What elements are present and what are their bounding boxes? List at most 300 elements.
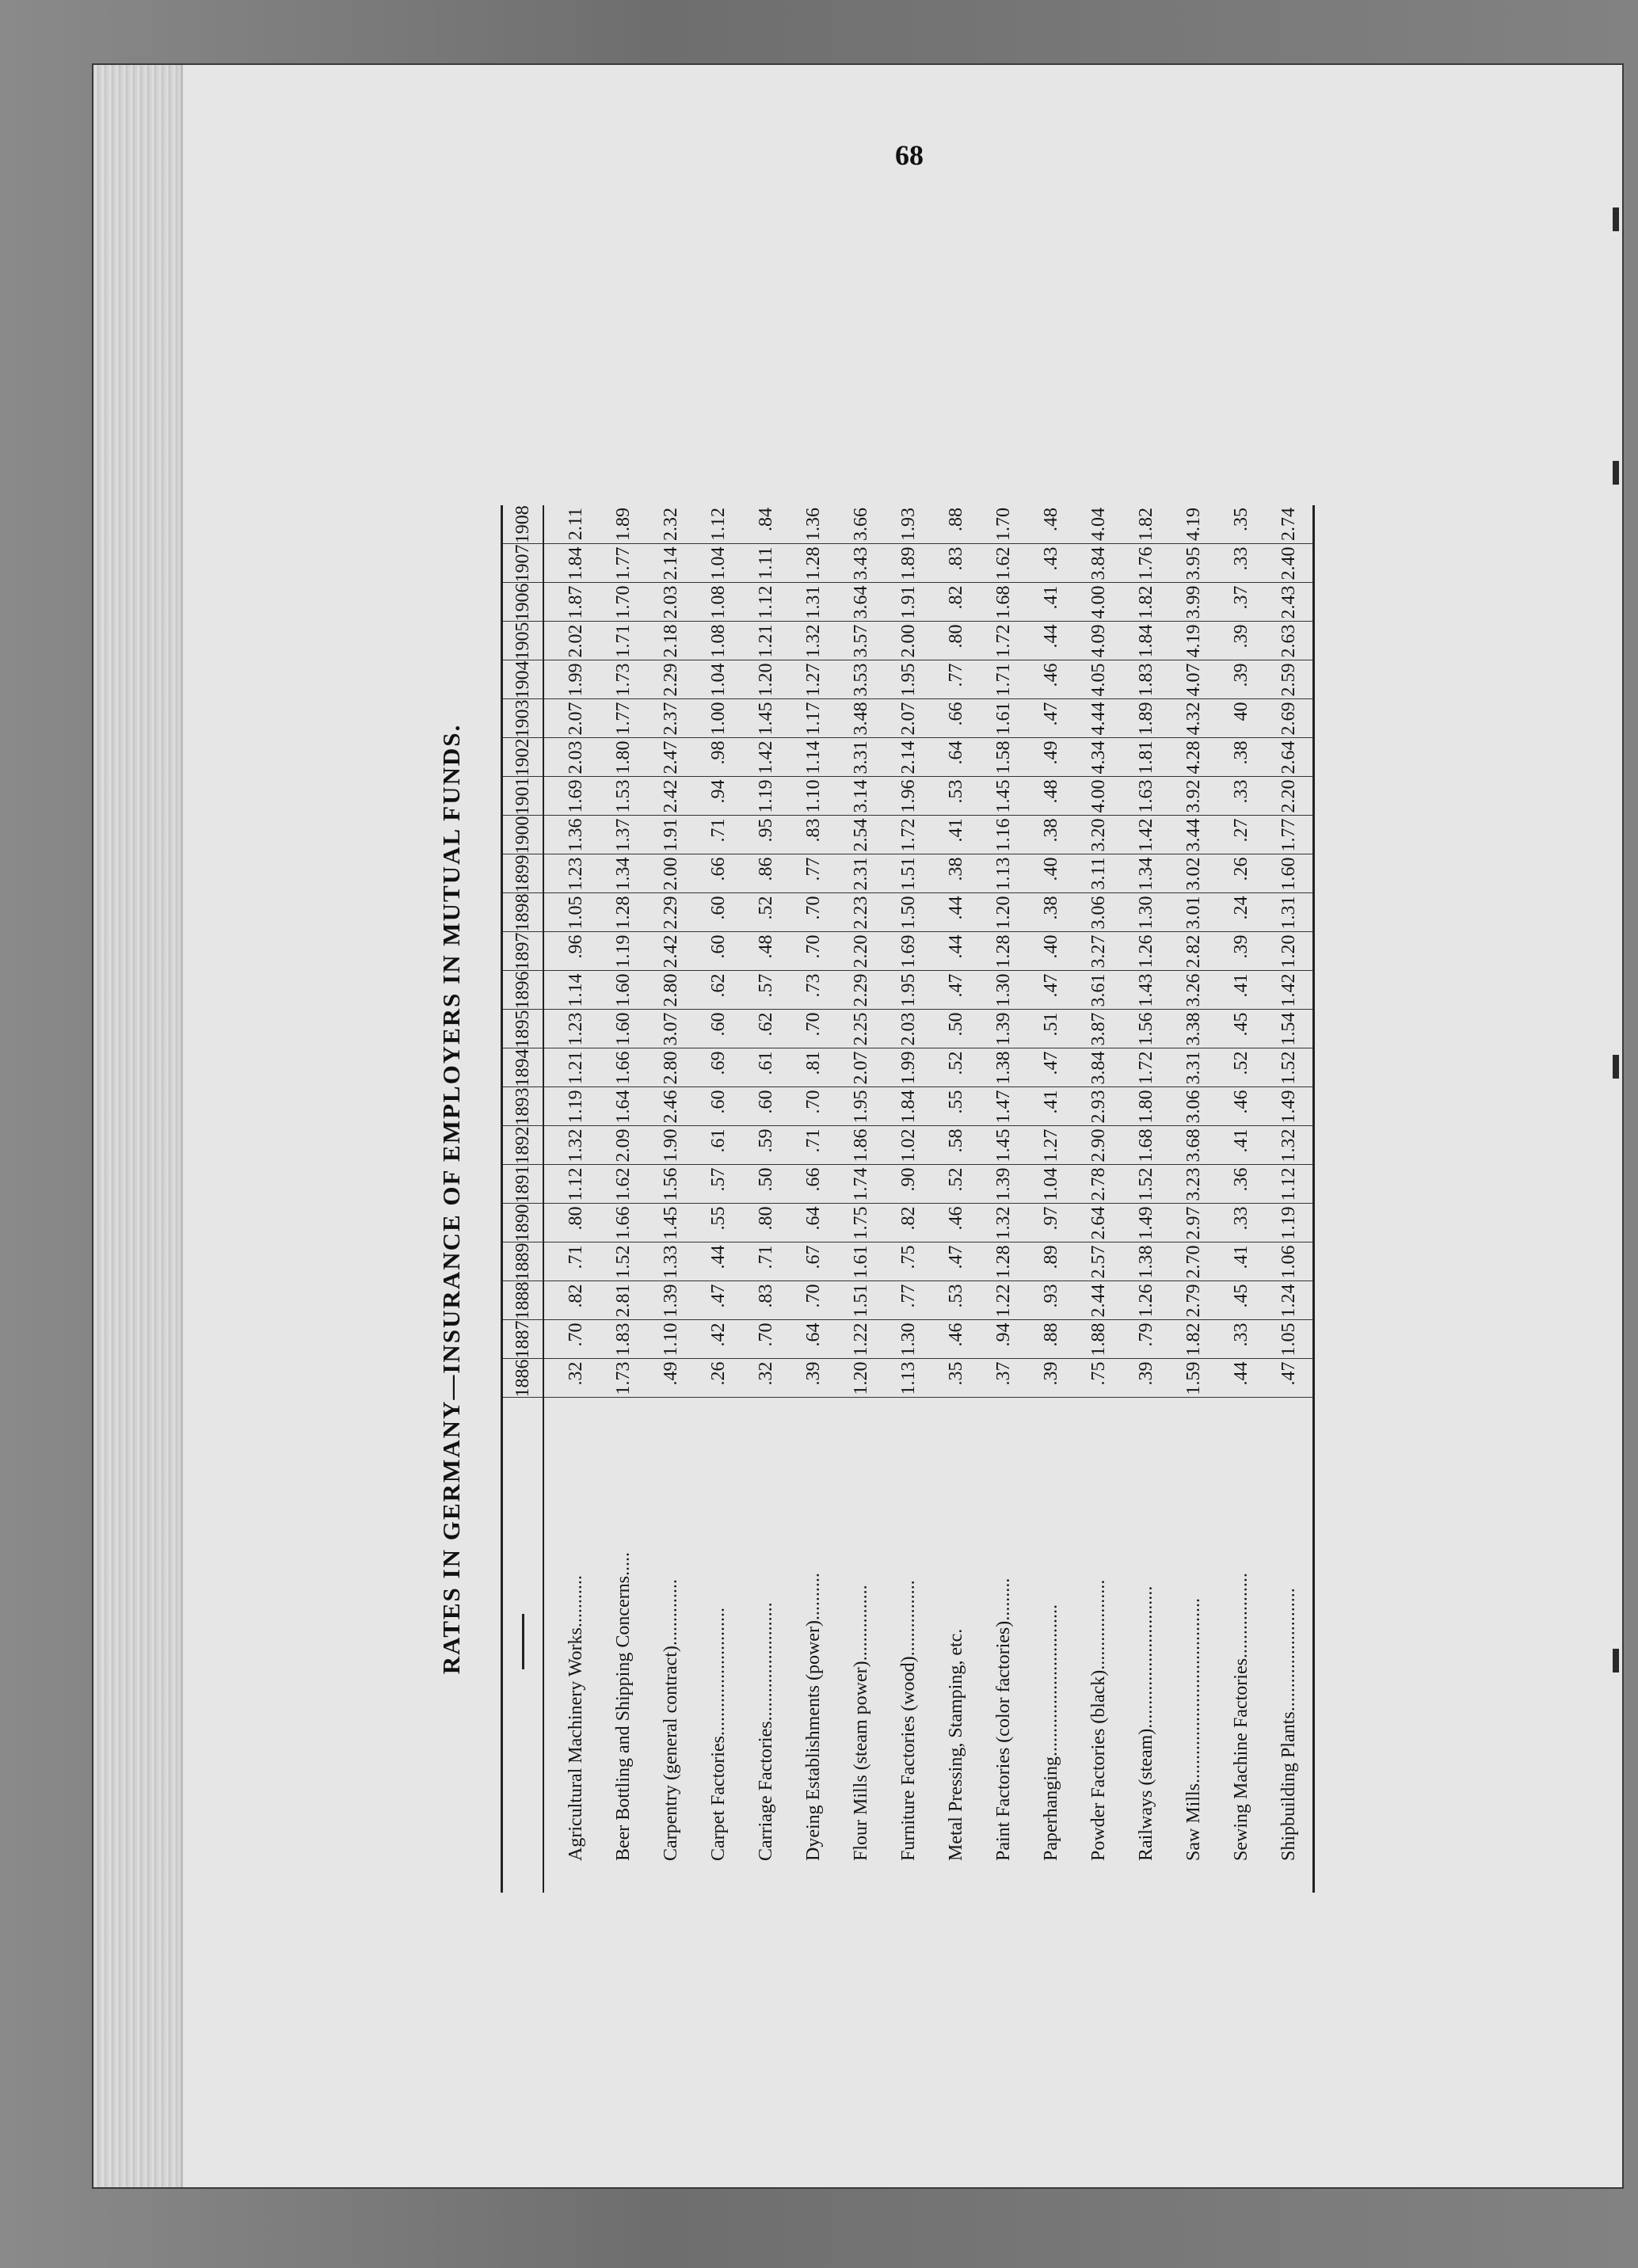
rate-cell: .53 [932,1281,980,1320]
rate-cell: 1.28 [980,932,1027,971]
rate-cell: 1.99 [543,660,600,699]
rate-cell: 4.05 [1075,660,1122,699]
rate-cell: 3.02 [1170,854,1217,893]
rate-cell: 2.47 [647,738,695,777]
rate-cell: 1.83 [600,1320,647,1359]
rate-cell: .94 [980,1320,1027,1359]
year-header: 1906 [502,583,544,622]
rate-cell: .62 [695,971,742,1010]
rate-cell: 1.05 [1265,1320,1314,1359]
rate-cell: 1.95 [885,660,932,699]
rate-cell: 1.13 [885,1359,932,1398]
rate-cell: .46 [1027,660,1075,699]
rate-cell: 1.20 [980,893,1027,932]
rate-cell: 4.19 [1170,622,1217,660]
rate-cell: .59 [742,1126,790,1165]
rate-cell: .39 [1217,932,1265,971]
rate-cell: 1.23 [543,1010,600,1048]
rate-cell: .44 [1217,1359,1265,1398]
rate-cell: 1.75 [837,1204,885,1242]
rate-cell: 1.89 [885,544,932,583]
rate-cell: .33 [1217,544,1265,583]
rate-cell: 1.72 [980,622,1027,660]
rate-cell: 3.31 [837,738,885,777]
rate-cell: 1.42 [1265,971,1314,1010]
rate-cell: 1.81 [1122,738,1170,777]
rate-cell: .45 [1217,1010,1265,1048]
rate-cell: .86 [742,854,790,893]
rate-cell: 1.51 [837,1281,885,1320]
rate-cell: 1.61 [837,1242,885,1281]
rate-cell: 1.72 [885,816,932,854]
rate-cell: 1.58 [980,738,1027,777]
rate-cell: 3.38 [1170,1010,1217,1048]
rate-cell: 3.27 [1075,932,1122,971]
rate-cell: 3.11 [1075,854,1122,893]
rate-cell: .52 [742,893,790,932]
rate-cell: 3.06 [1170,1087,1217,1126]
rate-cell: .35 [932,1359,980,1398]
rate-cell: 40 [1217,699,1265,738]
row-label: Saw Mills....................................... [1183,1597,1204,1861]
rate-cell: .47 [1027,699,1075,738]
rate-cell: .47 [1265,1359,1314,1398]
rate-cell: .46 [932,1204,980,1242]
rate-cell: .96 [543,932,600,971]
rate-cell: 1.77 [1265,816,1314,854]
rate-cell: 3.48 [837,699,885,738]
rate-cell: 1.06 [1265,1242,1314,1281]
rate-cell: .47 [1027,1048,1075,1087]
rate-cell: .71 [742,1242,790,1281]
rate-cell: .47 [695,1281,742,1320]
row-label: Carpentry (general contract).............. [660,1579,681,1861]
rate-cell: 1.45 [980,1126,1027,1165]
rate-cell: 1.82 [1122,583,1170,622]
rate-cell: 1.26 [1122,932,1170,971]
rate-cell: 1.70 [980,505,1027,544]
rate-cell: .70 [790,1281,837,1320]
rate-cell: 3.43 [837,544,885,583]
rate-cell: 1.23 [543,854,600,893]
rate-cell: 1.33 [647,1242,695,1281]
rate-cell: 1.30 [980,971,1027,1010]
rate-cell: 3.14 [837,777,885,816]
page-number: 68 [895,139,924,171]
rate-cell: 2.14 [647,544,695,583]
rate-cell: 3.07 [647,1010,695,1048]
rate-cell: 1.19 [1265,1204,1314,1242]
rate-cell: .80 [742,1204,790,1242]
row-label: Carriage Factories......................... [755,1602,776,1861]
rate-cell: 3.99 [1170,583,1217,622]
rate-cell: 1.70 [600,583,647,622]
rate-cell: 1.68 [1122,1126,1170,1165]
rate-cell: .49 [1027,738,1075,777]
table-row [543,505,600,1893]
rate-cell: 1.50 [885,893,932,932]
rate-cell: 1.80 [1122,1087,1170,1126]
row-label: Paint Factories (color factories)......... [992,1577,1014,1861]
rate-cell: .55 [932,1087,980,1126]
rate-cell: 1.32 [1265,1126,1314,1165]
rate-cell: 1.08 [695,622,742,660]
rate-cell: 2.29 [647,893,695,932]
rate-cell: .70 [742,1320,790,1359]
rate-cell: 1.52 [1265,1048,1314,1087]
rate-cell: 3.23 [1170,1165,1217,1204]
rate-cell: 1.28 [790,544,837,583]
year-header: 1904 [502,660,544,699]
rate-cell: 1.10 [647,1320,695,1359]
rate-cell: 1.08 [695,583,742,622]
rate-cell: .44 [695,1242,742,1281]
year-header: 1895 [502,1010,544,1048]
rate-cell: 1.45 [742,699,790,738]
rate-cell: 2.42 [647,932,695,971]
rate-cell: 1.52 [1122,1165,1170,1204]
rate-cell: .71 [695,816,742,854]
rate-cell: .82 [885,1204,932,1242]
rate-cell: 4.00 [1075,583,1122,622]
rate-cell: .69 [695,1048,742,1087]
rate-cell: 1.89 [1122,699,1170,738]
rate-cell: .46 [932,1320,980,1359]
rate-cell: 2.03 [885,1010,932,1048]
table-row [742,505,790,1893]
rate-cell: 1.77 [600,544,647,583]
rate-cell: 1.27 [790,660,837,699]
rate-cell: .83 [790,816,837,854]
row-label: Furniture Factories (wood)................ [897,1580,919,1861]
rate-cell: .47 [1027,971,1075,1010]
rate-cell: .70 [543,1320,600,1359]
year-header: 1889 [502,1242,544,1281]
rate-cell: .49 [647,1359,695,1398]
rate-cell: 1.89 [600,505,647,544]
rate-cell: .67 [790,1242,837,1281]
rate-cell: 1.45 [980,777,1027,816]
rate-cell: 1.62 [980,544,1027,583]
rate-cell: 1.31 [790,583,837,622]
rate-cell: .83 [932,544,980,583]
rate-cell: 2.07 [885,699,932,738]
rate-cell: 1.60 [1265,854,1314,893]
rate-cell: 2.02 [543,622,600,660]
rate-cell: 1.49 [1122,1204,1170,1242]
rate-cell: .24 [1217,893,1265,932]
row-label: Powder Factories (black)................... [1088,1579,1109,1861]
rate-cell: .37 [980,1359,1027,1398]
rate-cell: 2.82 [1170,932,1217,971]
rate-cell: 1.14 [543,971,600,1010]
rate-cell: 4.07 [1170,660,1217,699]
rate-cell: 1.51 [885,854,932,893]
rate-cell: 1.64 [600,1087,647,1126]
rate-cell: .41 [932,816,980,854]
rate-cell: 1.56 [647,1165,695,1204]
rate-cell: 1.12 [1265,1165,1314,1204]
header-row [502,505,544,1893]
rate-cell: 1.60 [600,1010,647,1048]
rate-cell: .60 [695,893,742,932]
rate-cell: 1.84 [1122,622,1170,660]
rate-cell: 1.80 [600,738,647,777]
rate-cell: .82 [932,583,980,622]
rate-cell: 1.43 [1122,971,1170,1010]
rate-cell: .70 [790,893,837,932]
year-header: 1900 [502,816,544,854]
rate-cell: .75 [1075,1359,1122,1398]
rate-cell: .39 [1217,622,1265,660]
rate-cell: .83 [742,1281,790,1320]
rate-cell: 3.31 [1170,1048,1217,1087]
rate-cell: .81 [790,1048,837,1087]
row-label: Flour Mills (steam power)................ [850,1585,871,1861]
rate-cell: 3.26 [1170,971,1217,1010]
rate-cell: 2.80 [647,1048,695,1087]
rate-cell: 1.30 [885,1320,932,1359]
rate-cell: .48 [742,932,790,971]
rate-cell: 1.36 [790,505,837,544]
rate-cell: 2.80 [647,971,695,1010]
rate-cell: 1.73 [600,660,647,699]
rate-cell: 1.47 [980,1087,1027,1126]
rate-cell: .88 [932,505,980,544]
rate-cell: 3.20 [1075,816,1122,854]
rate-cell: .73 [790,971,837,1010]
rate-cell: 2.69 [1265,699,1314,738]
rate-cell: 2.78 [1075,1165,1122,1204]
rate-cell: 1.04 [695,544,742,583]
year-header: 1896 [502,971,544,1010]
rate-cell: 1.68 [980,583,1027,622]
rate-cell: 2.00 [885,622,932,660]
rate-cell: .46 [1217,1087,1265,1126]
rate-cell: 1.73 [600,1359,647,1398]
rate-cell: .75 [885,1242,932,1281]
rate-cell: .38 [1217,738,1265,777]
rate-cell: 2.29 [837,971,885,1010]
table-row [837,505,885,1893]
rate-cell: 1.42 [742,738,790,777]
rate-cell: 3.61 [1075,971,1122,1010]
rate-cell: 1.39 [647,1281,695,1320]
rotated-table-block [428,505,1373,1893]
rate-cell: .90 [885,1165,932,1204]
year-header: 1891 [502,1165,544,1204]
rate-cell: 2.07 [543,699,600,738]
rate-cell: 1.88 [1075,1320,1122,1359]
rate-cell: .64 [790,1320,837,1359]
rate-cell: 2.20 [1265,777,1314,816]
rate-cell: .77 [790,854,837,893]
rate-cell: 1.52 [600,1242,647,1281]
row-label: Paperhanging................................ [1040,1604,1061,1861]
rate-cell: .41 [1217,1126,1265,1165]
rate-cell: 1.00 [695,699,742,738]
rate-cell: .48 [1027,777,1075,816]
table-row [1217,505,1265,1893]
rate-cell: 3.44 [1170,816,1217,854]
rate-cell: 2.46 [647,1087,695,1126]
rate-cell: .45 [1217,1281,1265,1320]
rate-cell: 1.91 [647,816,695,854]
rate-cell: 4.44 [1075,699,1122,738]
rate-cell: 3.01 [1170,893,1217,932]
rate-cell: 1.34 [1122,854,1170,893]
rate-cell: 1.66 [600,1204,647,1242]
table-row [1170,505,1217,1893]
label-column-header [502,1398,544,1893]
rate-cell: 1.02 [885,1126,932,1165]
rate-cell: 1.84 [543,544,600,583]
rate-cell: 1.04 [1027,1165,1075,1204]
year-header: 1907 [502,544,544,583]
rate-cell: .41 [1217,1242,1265,1281]
rate-cell: 1.49 [1265,1087,1314,1126]
rate-cell: 1.34 [600,854,647,893]
rate-cell: 1.17 [790,699,837,738]
row-label: Carpet Factories........................... [707,1608,729,1861]
year-header: 1894 [502,1048,544,1087]
rate-cell: 1.21 [742,622,790,660]
rate-cell: 1.93 [885,505,932,544]
rate-cell: 1.42 [1122,816,1170,854]
rate-cell: 1.82 [1170,1320,1217,1359]
rate-cell: .70 [790,1010,837,1048]
rate-cell: .64 [932,738,980,777]
rate-cell: 4.34 [1075,738,1122,777]
table-row [932,505,980,1893]
rate-cell: 1.05 [543,893,600,932]
rate-cell: 1.20 [837,1359,885,1398]
rate-cell: 1.56 [1122,1010,1170,1048]
rate-cell: .37 [1217,583,1265,622]
rate-cell: 2.23 [837,893,885,932]
rate-cell: .39 [1217,660,1265,699]
rate-cell: .60 [742,1087,790,1126]
row-label: Dyeing Establishments (power).......... [802,1573,824,1861]
rate-cell: 1.82 [1122,505,1170,544]
year-header: 1897 [502,932,544,971]
rate-cell: .98 [695,738,742,777]
rate-cell: 1.28 [600,893,647,932]
rate-cell: 1.12 [695,505,742,544]
rate-cell: .64 [790,1204,837,1242]
rate-cell: 2.29 [647,660,695,699]
rate-cell: 1.30 [1122,893,1170,932]
rate-cell: 1.84 [885,1087,932,1126]
rate-cell: 3.57 [837,622,885,660]
rate-cell: .44 [932,893,980,932]
rate-cell: .77 [932,660,980,699]
rate-cell: .60 [695,1087,742,1126]
rate-cell: 4.00 [1075,777,1122,816]
rate-cell: .60 [695,932,742,971]
rate-cell: .71 [790,1126,837,1165]
table-row [1265,505,1314,1893]
rate-cell: 1.71 [980,660,1027,699]
rate-cell: 1.87 [543,583,600,622]
edge-tab-mark [1613,1055,1619,1079]
rate-cell: .66 [695,854,742,893]
table-row [600,505,647,1893]
rate-cell: 2.03 [647,583,695,622]
rate-cell: 2.40 [1265,544,1314,583]
rate-cell: 2.37 [647,699,695,738]
rate-cell: .33 [1217,1320,1265,1359]
rate-cell: 1.74 [837,1165,885,1204]
year-header: 1892 [502,1126,544,1165]
year-header: 1905 [502,622,544,660]
rate-cell: 3.53 [837,660,885,699]
rate-cell: .39 [790,1359,837,1398]
rate-cell: .36 [1217,1165,1265,1204]
rate-cell: .47 [932,971,980,1010]
rate-cell: .88 [1027,1320,1075,1359]
rate-cell: 1.54 [1265,1010,1314,1048]
rate-cell: 1.32 [543,1126,600,1165]
rate-cell: .35 [1217,505,1265,544]
rate-cell: 2.64 [1075,1204,1122,1242]
rate-cell: 1.63 [1122,777,1170,816]
rate-cell: .33 [1217,777,1265,816]
rate-cell: 1.71 [600,622,647,660]
table-row [1122,505,1170,1893]
rate-cell: 1.38 [1122,1242,1170,1281]
rate-cell: 1.22 [980,1281,1027,1320]
rate-cell: 2.14 [885,738,932,777]
rate-cell: 2.31 [837,854,885,893]
page-binding-edge [93,65,183,2187]
rate-cell: 2.64 [1265,738,1314,777]
rate-cell: 1.76 [1122,544,1170,583]
rate-cell: 1.72 [1122,1048,1170,1087]
year-header: 1887 [502,1320,544,1359]
rate-cell: 1.14 [790,738,837,777]
rate-cell: 4.28 [1170,738,1217,777]
rate-cell: .43 [1027,544,1075,583]
rate-cell: .38 [1027,816,1075,854]
year-header: 1903 [502,699,544,738]
rate-cell: 4.32 [1170,699,1217,738]
rate-cell: .38 [932,854,980,893]
rate-cell: 1.62 [600,1165,647,1204]
rate-cell: .97 [1027,1204,1075,1242]
rate-cell: 1.32 [980,1204,1027,1242]
rate-cell: 1.10 [790,777,837,816]
rate-cell: 1.21 [543,1048,600,1087]
rate-cell: 1.83 [1122,660,1170,699]
rate-cell: 1.77 [600,699,647,738]
rate-cell: .61 [695,1126,742,1165]
rates-table [501,505,1315,1893]
rate-cell: .89 [1027,1242,1075,1281]
rate-cell: .80 [932,622,980,660]
table-row [1027,505,1075,1893]
rate-cell: 1.26 [1122,1281,1170,1320]
rate-cell: 2.42 [647,777,695,816]
row-label: Metal Pressing, Stamping, etc. [945,1628,966,1861]
rate-cell: .40 [1027,854,1075,893]
rate-cell: 1.20 [1265,932,1314,971]
rate-cell: 3.68 [1170,1126,1217,1165]
rate-cell: 3.92 [1170,777,1217,816]
row-label: Sewing Machine Factories.................. [1230,1573,1251,1861]
rate-cell: 2.93 [1075,1087,1122,1126]
rate-cell: 1.59 [1170,1359,1217,1398]
